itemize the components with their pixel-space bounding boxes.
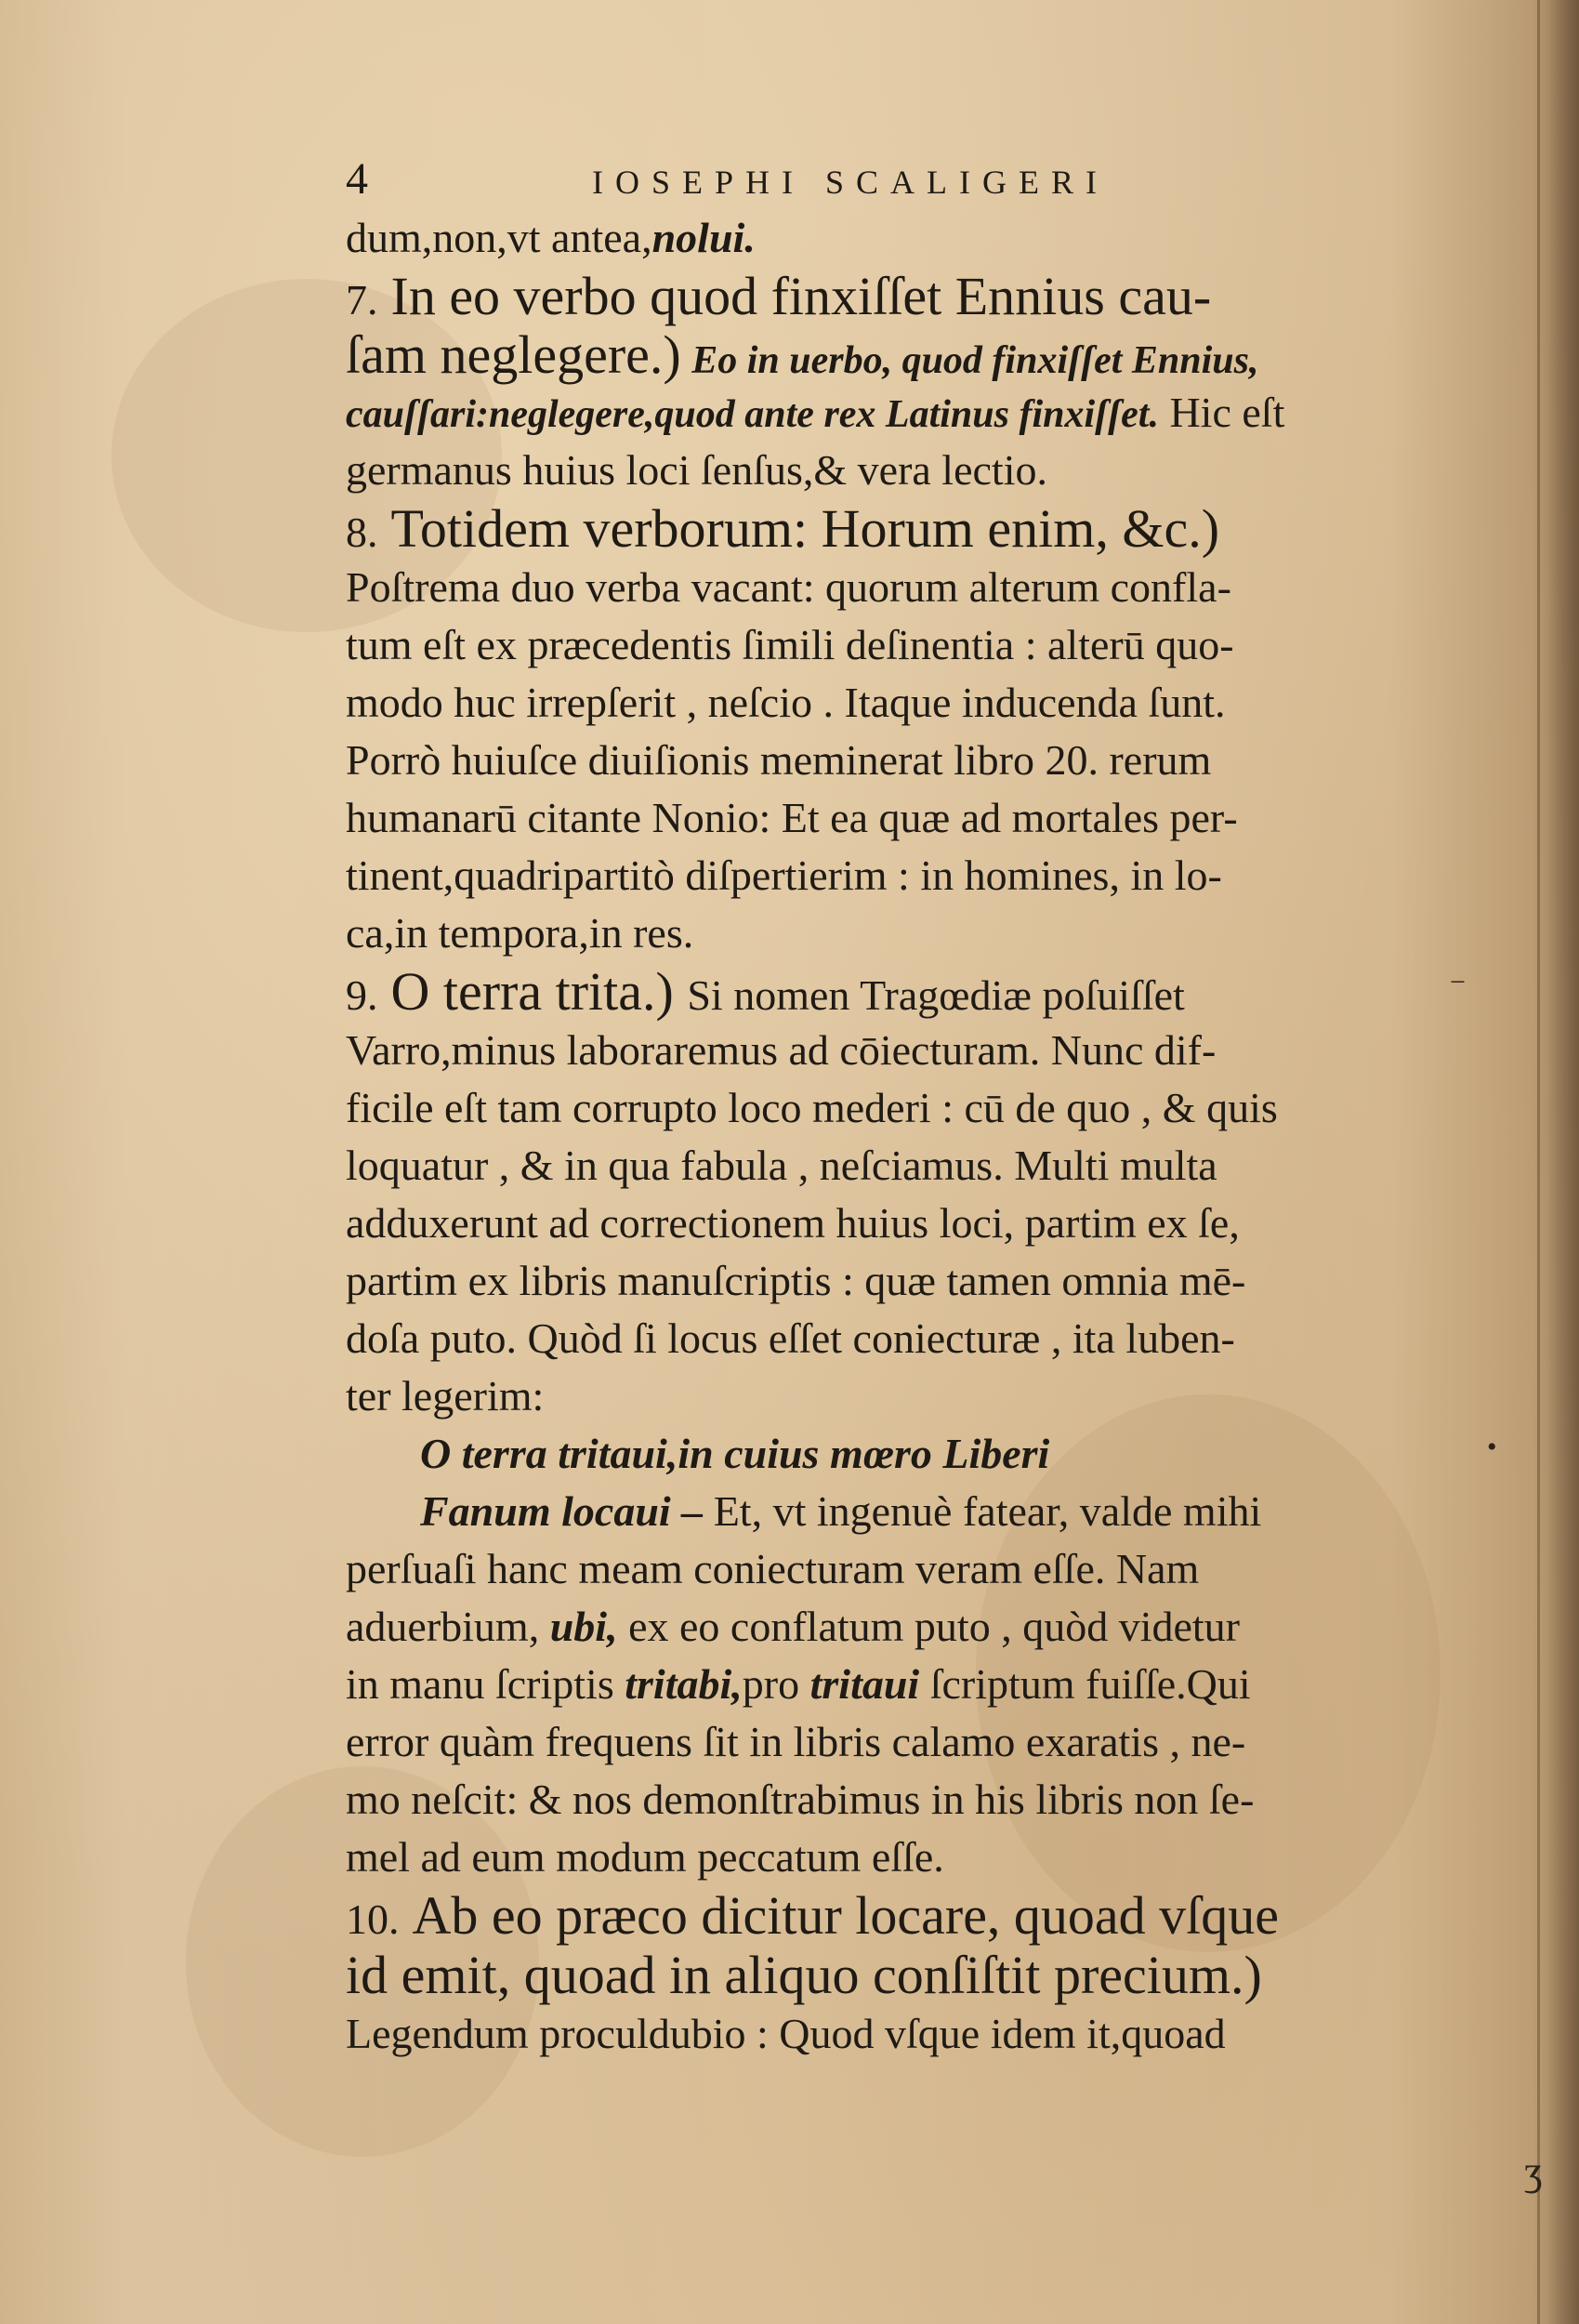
text-line: ſam neglegere.) Eo in uerbo, quod finxiſſet Ennius, <box>346 324 1259 385</box>
entry-10-lemma: 10. Ab eo præco dicitur locare, quoad vſque <box>346 1885 1280 1946</box>
text-line: loquatur , & in qua fabula , neſciamus. Multi multa <box>346 1142 1217 1189</box>
entry-7-lemma: 7. In eo verbo quod finxiſſet Ennius cau- <box>346 266 1212 326</box>
text-line: aduerbium, ubi, ex eo conflatum puto , quòd videtur <box>346 1603 1240 1650</box>
text-line: in manu ſcriptis tritabi,pro tritaui ſcriptum fuiſſe.Qui <box>346 1660 1251 1708</box>
text-line: modo huc irrepſerit , neſcio . Itaque inducenda ſunt. <box>346 679 1226 726</box>
ink-mark: ʒ <box>1524 2148 1543 2194</box>
page-gutter-shadow <box>1547 0 1579 2324</box>
entry-10-lemma-cont: id emit, quoad in aliquo conſiſtit precium.) <box>346 1945 1262 2005</box>
text-line: error quàm frequens ſit in libris calamo exaratis , ne- <box>346 1718 1246 1765</box>
text-line: Legendum proculdubio : Quod vſque idem it,quoad <box>346 2010 1226 2057</box>
entry-9-lemma: 9. O terra trita.) Si nomen Tragœdiæ poſuiſſet <box>346 961 1185 1022</box>
book-page <box>346 153 1405 2063</box>
entry-8-lemma: 8. Totidem verborum: Horum enim, &c.) <box>346 498 1220 559</box>
running-head <box>346 153 1405 209</box>
ink-mark: − <box>1450 967 1466 997</box>
text-line: mel ad eum modum peccatum eſſe. <box>346 1833 944 1881</box>
text-line: cauſſari:neglegere,quod ante rex Latinus finxiſſet. Hic eſt <box>346 389 1285 436</box>
running-title: IOSEPHI SCALIGERI <box>592 164 1110 201</box>
text-line: Porrò huiuſce diuiſionis meminerat libro 20. rerum <box>346 736 1212 784</box>
text-line: mo neſcit: & nos demonſtrabimus in his libris non ſe- <box>346 1776 1255 1823</box>
text-line: tinent,quadripartitò diſpertierim : in homines, in lo- <box>346 852 1222 899</box>
verse-line: O terra tritaui,in cuius mœro Liberi <box>420 1430 1050 1477</box>
page-number: 4 <box>346 154 368 204</box>
text-line: ficile eſt tam corrupto loco mederi : cū de quo , & quis <box>346 1084 1278 1131</box>
ink-mark: • <box>1487 1432 1497 1462</box>
text-line: ca,in tempora,in res. <box>346 909 694 957</box>
text-line: perſuaſi hanc meam coniecturam veram eſſe. Nam <box>346 1545 1200 1592</box>
text-line: dum,non,vt antea,nolui. <box>346 214 756 261</box>
text-line: germanus huius loci ſenſus,& vera lectio. <box>346 446 1047 494</box>
text-line: Poſtrema duo verba vacant: quorum alterum confla- <box>346 563 1231 611</box>
text-line: partim ex libris manuſcriptis : quæ tamen omnia mē- <box>346 1257 1246 1304</box>
text-line: doſa puto. Quòd ſi locus eſſet coniecturæ , ita luben- <box>346 1314 1235 1362</box>
text-line: ter legerim: <box>346 1372 545 1419</box>
text-line: adduxerunt ad correctionem huius loci, partim ex ſe, <box>346 1199 1240 1247</box>
text-line: Varro,minus laboraremus ad cōiecturam. Nunc dif- <box>346 1026 1217 1074</box>
text-line: humanarū citante Nonio: Et ea quæ ad mortales per- <box>346 794 1238 841</box>
text-line: tum eſt ex præcedentis ſimili deſinentia : alterū quo- <box>346 621 1234 668</box>
page-edge-line <box>1537 0 1540 2324</box>
verse-line: Fanum locaui – Et, vt ingenuè fatear, valde mihi <box>420 1487 1262 1535</box>
